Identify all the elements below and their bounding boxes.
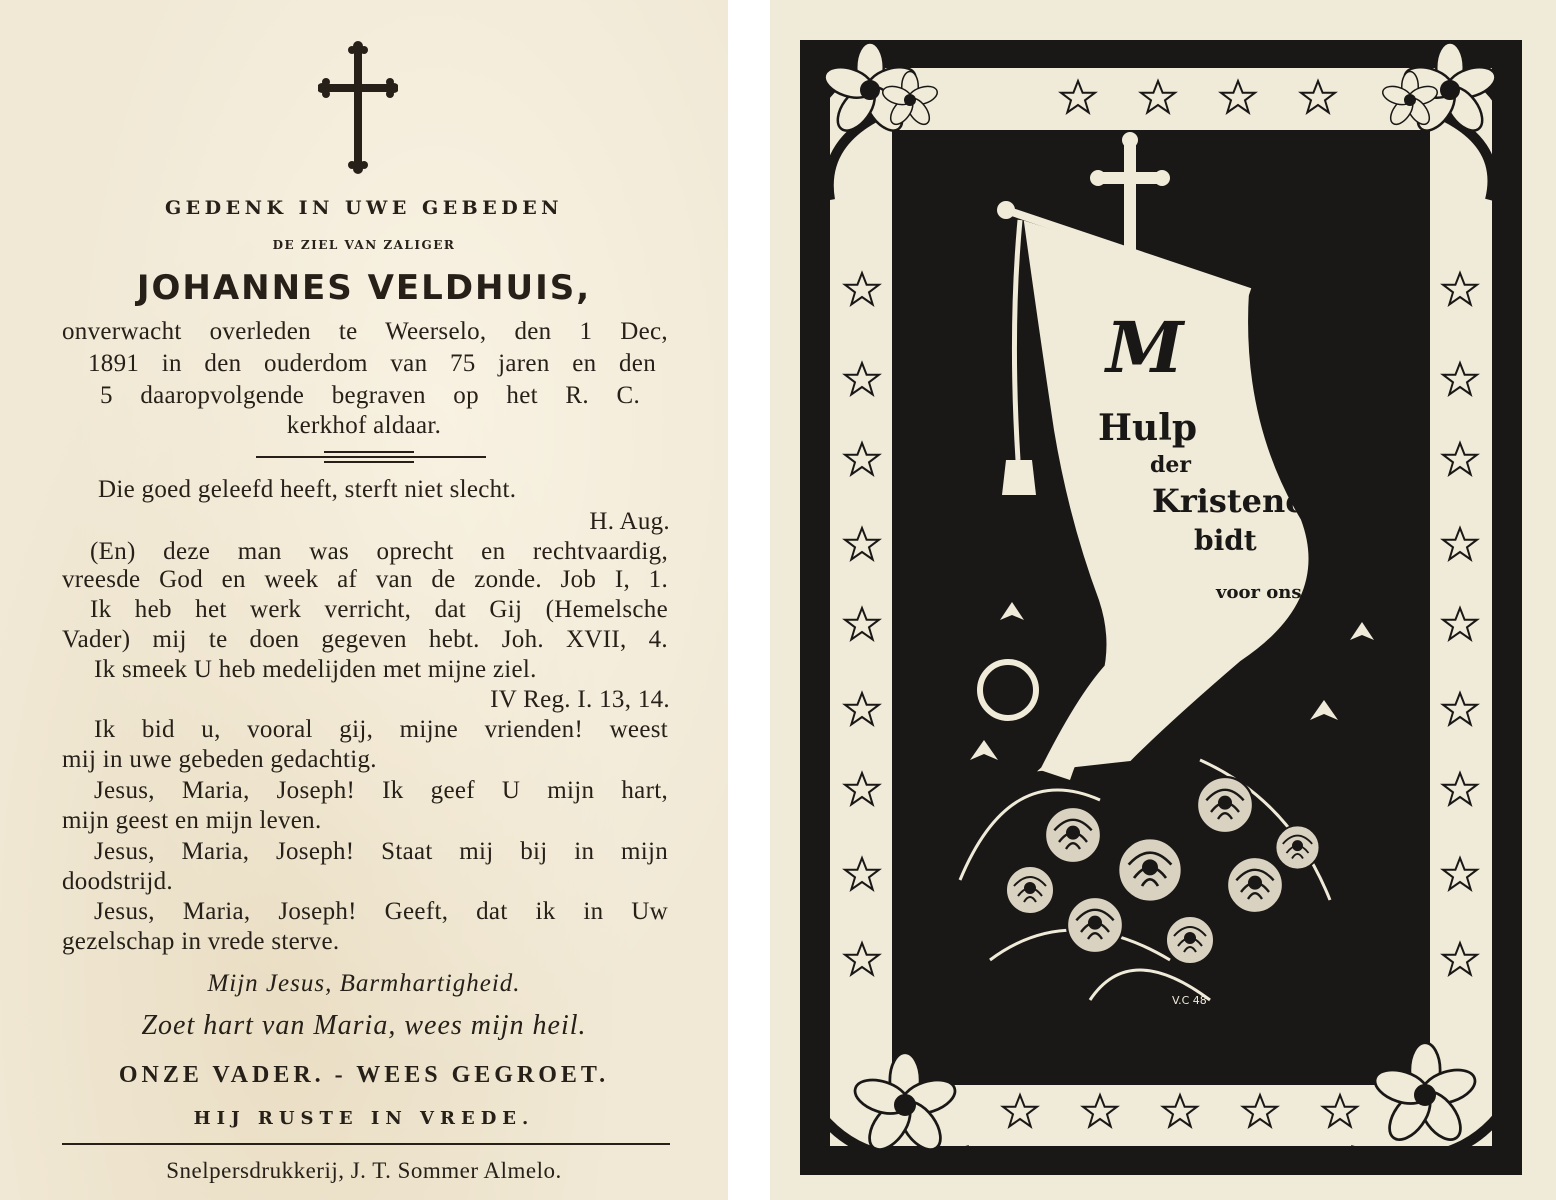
banner-text: der: [1150, 452, 1191, 478]
printer-credit: Snelpersdrukkerij, J. T. Sommer Almelo.: [166, 1158, 562, 1183]
deceased-name: JOHANNES VELDHUIS,: [136, 268, 592, 308]
memorial-card-text-side: [0, 0, 728, 1200]
quote: Vader) mij te doen gegeven hebt. Joh. XVII, 4.: [62, 626, 668, 653]
prayer-line: Jesus, Maria, Joseph! Ik geef U mijn hart,: [94, 777, 668, 804]
rest-in-peace: HIJ RUSTE IN VREDE.: [193, 1108, 535, 1129]
prayer-line: mijn geest en mijn leven.: [62, 807, 322, 834]
cross-icon: [318, 40, 398, 175]
subheading: DE ZIEL VAN ZALIGER: [272, 238, 456, 252]
banner-text: bidt: [1194, 524, 1257, 557]
divider: [62, 1143, 670, 1145]
prayer-line: gezelschap in vrede sterve.: [62, 928, 340, 955]
banner-monogram: M: [1106, 306, 1184, 389]
quote: Ik heb het werk verricht, dat Gij (Hemelsche: [90, 596, 668, 623]
divider: [256, 456, 486, 458]
quote: Die goed geleefd heeft, sterft niet slecht.: [98, 476, 517, 503]
printer-mark: V.C 48: [1172, 994, 1207, 1007]
invocation: Zoet hart van Maria, wees mijn heil.: [141, 1010, 587, 1041]
notice-line: 1891 in den ouderdom van 75 jaren en den: [88, 350, 656, 377]
quote: (En) deze man was oprecht en rechtvaardig,: [90, 538, 668, 565]
divider: [324, 461, 414, 463]
prayers-line: ONZE VADER. - WEES GEGROET.: [118, 1062, 610, 1088]
banner-text: voor ons: [1216, 582, 1302, 603]
quote: vreesde God en week af van de zonde. Job I, 1.: [62, 566, 668, 593]
prayer-line: Jesus, Maria, Joseph! Staat mij bij in mijn: [94, 838, 668, 865]
prayer-line: doodstrijd.: [62, 868, 173, 895]
prayer-line: Ik bid u, vooral gij, mijne vrienden! weest: [94, 716, 668, 743]
prayer-line: mij in uwe gebeden gedachtig.: [62, 746, 377, 773]
tassel-icon: [1002, 460, 1036, 495]
invocation: Mijn Jesus, Barmhartigheid.: [207, 970, 521, 997]
quote: Ik smeek U heb medelijden met mijne ziel.: [94, 656, 537, 683]
memorial-card-image-side: [770, 0, 1556, 1200]
memorial-illustration: [770, 0, 1556, 1200]
quote-source: H. Aug.: [589, 508, 670, 535]
notice-line: kerkhof aldaar.: [286, 412, 442, 439]
heading: GEDENK IN UWE GEBEDEN: [164, 197, 564, 219]
notice-line: onverwacht overleden te Weerselo, den 1 Dec,: [62, 318, 668, 345]
banner-text: Kristenen: [1152, 482, 1329, 520]
banner-text: Hulp: [1098, 407, 1198, 449]
prayer-line: Jesus, Maria, Joseph! Geeft, dat ik in Uw: [94, 898, 668, 925]
quote-source: IV Reg. I. 13, 14.: [490, 686, 670, 713]
divider: [324, 451, 414, 453]
notice-line: 5 daaropvolgende begraven op het R. C.: [100, 382, 640, 409]
